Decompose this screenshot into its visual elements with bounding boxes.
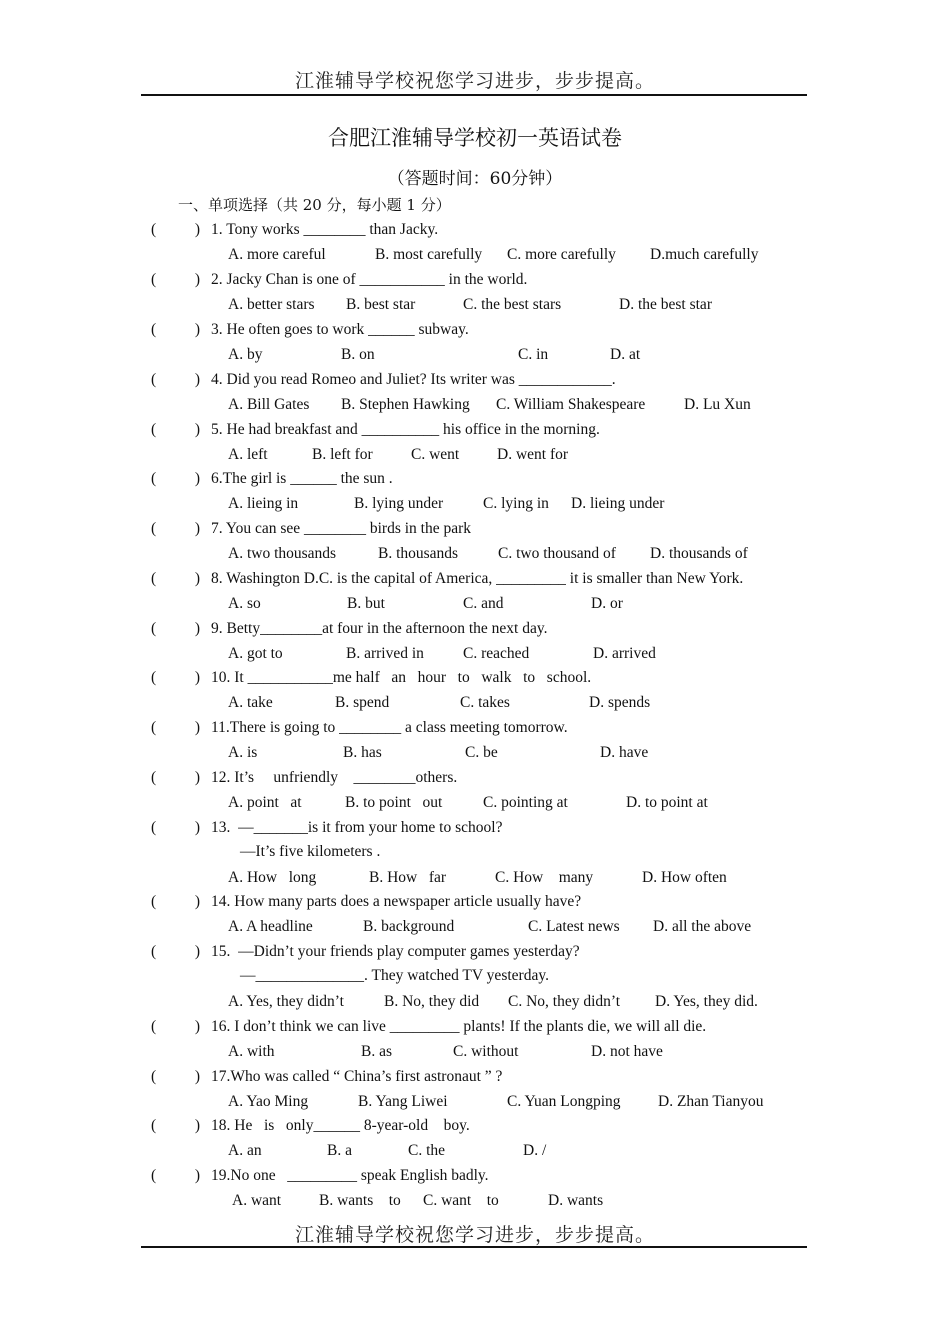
answer-option[interactable]: B. thousands (378, 545, 459, 562)
answer-option[interactable]: B. a (327, 1142, 352, 1159)
running-footer: 江淮辅导学校祝您学习进步，步步提高。 (294, 1224, 655, 1246)
answer-option[interactable]: A. Yes, they didn’t (228, 993, 344, 1010)
question-dialogue-line: —It’s five kilometers . (240, 843, 381, 860)
answer-option[interactable]: B. lying under (354, 495, 444, 512)
question-stem: 18. He is only______ 8-year-old boy. (211, 1117, 470, 1134)
answer-option[interactable]: D. How often (642, 869, 727, 886)
answer-option[interactable]: B. left for (312, 446, 373, 463)
answer-option[interactable]: C. pointing at (483, 794, 568, 811)
answer-option[interactable]: A. left (228, 446, 268, 463)
running-header: 江淮辅导学校祝您学习进步，步步提高。 (294, 70, 655, 92)
answer-option[interactable]: D. went for (497, 446, 569, 463)
question-stem: 11.There is going to ________ a class meeting tomorrow. (211, 719, 568, 736)
answer-option[interactable]: C. No, they didn’t (508, 993, 621, 1010)
answer-option[interactable]: D. arrived (593, 645, 656, 662)
answer-blank[interactable]: ( ) (151, 570, 201, 587)
section-heading: 一、单项选择（共 20 分，每小题 1 分） (178, 196, 451, 214)
answer-option[interactable]: C. William Shakespeare (496, 396, 646, 413)
answer-option[interactable]: C. without (453, 1043, 519, 1060)
exam-duration: （答题时间：60分钟） (387, 169, 563, 189)
answer-option[interactable]: B. but (347, 595, 385, 612)
answer-option[interactable]: C. the best stars (463, 296, 562, 313)
answer-option[interactable]: A. want (232, 1192, 282, 1209)
answer-option[interactable]: A. point at (228, 794, 302, 811)
answer-option[interactable]: B. arrived in (346, 645, 424, 662)
question-stem: 19.No one _________ speak English badly. (211, 1167, 489, 1184)
answer-option[interactable]: C. reached (463, 645, 530, 662)
answer-option[interactable]: C. went (411, 446, 460, 463)
answer-option[interactable]: B. Stephen Hawking (341, 396, 470, 413)
answer-option[interactable]: A. more careful (228, 246, 326, 263)
answer-blank[interactable]: ( ) (151, 620, 201, 637)
question-stem: 2. Jacky Chan is one of ___________ in the world. (211, 271, 528, 288)
answer-option[interactable]: C. How many (495, 869, 594, 886)
answer-option[interactable]: A. How long (228, 869, 317, 886)
answer-option[interactable]: C. want to (423, 1192, 499, 1209)
answer-blank[interactable]: ( ) (151, 1068, 201, 1085)
answer-option[interactable]: D. have (600, 744, 649, 761)
answer-option[interactable]: A. with (228, 1043, 275, 1060)
answer-option[interactable]: B. Yang Liwei (358, 1093, 448, 1110)
answer-blank[interactable]: ( ) (151, 470, 201, 487)
answer-option[interactable]: A. an (228, 1142, 262, 1159)
answer-option[interactable]: B. best star (346, 296, 416, 313)
answer-option[interactable]: A. better stars (228, 296, 315, 313)
answer-option[interactable]: D. not have (591, 1043, 663, 1060)
question-stem: 15. —Didn’t your friends play computer games yesterday? (211, 943, 580, 960)
answer-blank[interactable]: ( ) (151, 371, 201, 388)
question-stem: 7. You can see ________ birds in the park (211, 520, 472, 537)
answer-option[interactable]: C. lying in (483, 495, 549, 512)
answer-blank[interactable]: ( ) (151, 819, 201, 836)
answer-option[interactable]: B. How far (369, 869, 447, 886)
answer-blank[interactable]: ( ) (151, 1018, 201, 1035)
answer-option[interactable]: D. spends (589, 694, 651, 711)
answer-blank[interactable]: ( ) (151, 1117, 201, 1134)
answer-option[interactable]: C. Latest news (528, 918, 620, 935)
answer-option[interactable]: A. so (228, 595, 261, 612)
answer-option[interactable]: D. the best star (619, 296, 712, 313)
answer-blank[interactable]: ( ) (151, 719, 201, 736)
question-stem: 16. I don’t think we can live _________ plants! If the plants die, we will all die. (211, 1018, 707, 1035)
answer-option[interactable]: A. lieing in (228, 495, 299, 512)
answer-option[interactable]: B. has (343, 744, 382, 761)
answer-option[interactable]: D. or (591, 595, 623, 612)
answer-option[interactable]: A. got to (228, 645, 283, 662)
answer-option[interactable]: D. lieing under (571, 495, 665, 512)
header-rule (141, 94, 807, 96)
question-dialogue-line: —______________. They watched TV yesterday. (240, 967, 549, 984)
answer-blank[interactable]: ( ) (151, 321, 201, 338)
exam-title: 合肥江淮辅导学校初一英语试卷 (328, 126, 622, 150)
question-stem: 9. Betty________at four in the afternoon the next day. (211, 620, 548, 637)
answer-blank[interactable]: ( ) (151, 893, 201, 910)
answer-option[interactable]: A. take (228, 694, 273, 711)
answer-option[interactable]: B. background (363, 918, 455, 935)
answer-option[interactable]: D. to point at (626, 794, 708, 811)
answer-option[interactable]: D. at (610, 346, 641, 363)
question-stem: 6.The girl is ______ the sun . (211, 470, 393, 487)
answer-blank[interactable]: ( ) (151, 221, 201, 238)
answer-option[interactable]: B. on (341, 346, 375, 363)
answer-blank[interactable]: ( ) (151, 271, 201, 288)
answer-option[interactable]: B. to point out (345, 794, 443, 811)
answer-option[interactable]: C. two thousand of (498, 545, 616, 562)
question-stem: 12. It’s unfriendly ________others. (211, 769, 458, 786)
answer-option[interactable]: D. Lu Xun (684, 396, 751, 413)
question-stem: 13. —_______is it from your home to school? (211, 819, 503, 836)
question-stem: 1. Tony works ________ than Jacky. (211, 221, 439, 238)
answer-option[interactable]: A. Yao Ming (228, 1093, 309, 1110)
answer-option[interactable]: B. most carefully (375, 246, 483, 263)
answer-option[interactable]: B. No, they did (384, 993, 480, 1010)
answer-blank[interactable]: ( ) (151, 520, 201, 537)
answer-option[interactable]: A. two thousands (228, 545, 337, 562)
answer-option[interactable]: C. Yuan Longping (507, 1093, 621, 1110)
answer-option[interactable]: C. takes (460, 694, 510, 711)
answer-option[interactable]: B. spend (335, 694, 390, 711)
answer-option[interactable]: A. A headline (228, 918, 313, 935)
question-stem: 5. He had breakfast and __________ his office in the morning. (211, 421, 600, 438)
question-stem: 17.Who was called “ China’s first astronaut ” ? (211, 1068, 503, 1085)
question-stem: 4. Did you read Romeo and Juliet? Its writer was ____________. (211, 371, 616, 388)
answer-option[interactable]: D. thousands of (650, 545, 748, 562)
answer-option[interactable]: A. Bill Gates (228, 396, 310, 413)
answer-option[interactable]: D. wants (548, 1192, 604, 1209)
answer-option[interactable]: C. the (408, 1142, 446, 1159)
answer-option[interactable]: C. be (465, 744, 498, 761)
answer-blank[interactable]: ( ) (151, 943, 201, 960)
answer-option[interactable]: C. and (463, 595, 504, 612)
answer-blank[interactable]: ( ) (151, 421, 201, 438)
answer-blank[interactable]: ( ) (151, 1167, 201, 1184)
question-stem: 10. It ___________me half an hour to walk to school. (211, 669, 592, 686)
answer-option[interactable]: B. wants to (319, 1192, 401, 1209)
answer-option[interactable]: D. Zhan Tianyou (658, 1093, 764, 1110)
answer-option[interactable]: D. all the above (653, 918, 752, 935)
answer-blank[interactable]: ( ) (151, 669, 201, 686)
answer-option[interactable]: D. Yes, they did. (655, 993, 758, 1010)
question-stem: 8. Washington D.C. is the capital of America, _________ it is smaller than New York. (211, 570, 744, 587)
answer-option[interactable]: A. is (228, 744, 258, 761)
footer-rule (141, 1246, 807, 1248)
answer-option[interactable]: B. as (361, 1043, 392, 1060)
answer-option[interactable]: D.much carefully (650, 246, 759, 263)
answer-option[interactable]: D. / (523, 1142, 547, 1159)
question-stem: 3. He often goes to work ______ subway. (211, 321, 469, 338)
answer-option[interactable]: C. more carefully (507, 246, 616, 263)
answer-blank[interactable]: ( ) (151, 769, 201, 786)
answer-option[interactable]: A. by (228, 346, 263, 363)
answer-option[interactable]: C. in (518, 346, 549, 363)
question-stem: 14. How many parts does a newspaper article usually have? (211, 893, 582, 910)
